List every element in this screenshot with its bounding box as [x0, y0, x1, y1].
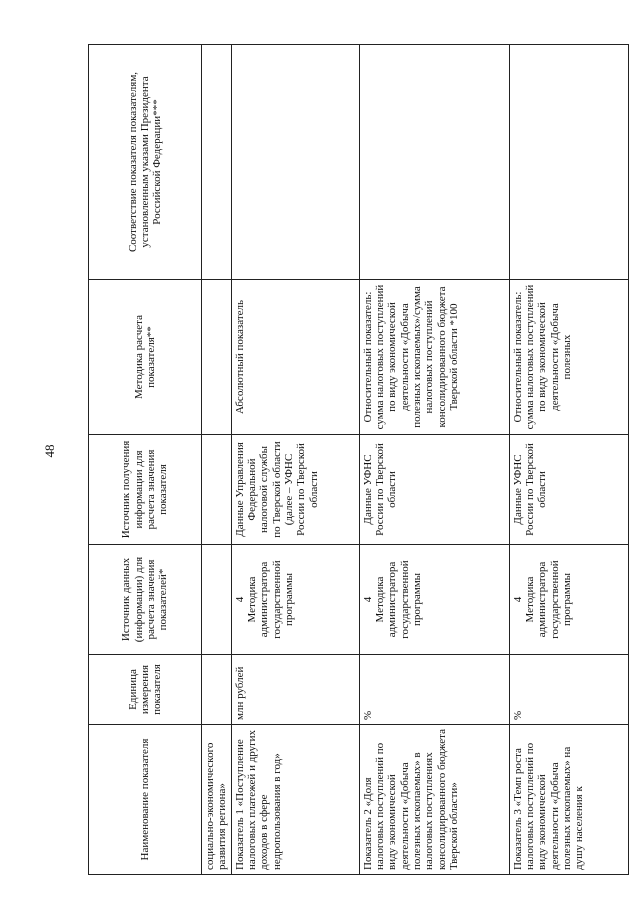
header-data-source: Источник данных (информации) для расчета значения показателей*: [89, 545, 202, 655]
cell-name: Показатель 2 «Доля налоговых поступлений по виду экономической деятельности «Добыча полезных ископаемых» в налоговых поступлениях консолидированного бюджета Тверской области»: [359, 725, 509, 875]
cell-method: Абсолютный показатель: [231, 280, 359, 435]
cell-method: Относительный показатель: сумма налоговых поступлений по виду экономической деятельности «Добыча полезных ископаемых»/сумма налоговых поступлений консолидированного бюджета Тверской области *100: [359, 280, 509, 435]
cell-method: [509, 280, 628, 435]
cell-compliance: [509, 45, 628, 280]
data-source-text: Методика администратора государственной программы: [523, 560, 573, 639]
cell-data-source: [509, 545, 628, 655]
cell-name: Показатель 1 «Поступление налоговых платежей и других доходов в сфере недропользования в год»: [231, 725, 359, 875]
header-compliance: Соответствие показателя показателям, установленным указами Президента Российской Федерации***: [89, 45, 202, 280]
table-header-row: [89, 45, 202, 875]
cell-name: социально-экономического развития региона»: [202, 725, 232, 875]
cell-name-text: Показатель 3 «Темп роста налоговых поступлений по виду экономической деятельности «Добыча полезных ископаемых» на душу населения к: [511, 742, 586, 870]
cell-data-source: [231, 545, 359, 655]
header-unit: Единица измерения показателя: [89, 655, 202, 725]
cell-data-source: [359, 545, 509, 655]
cell-method: [202, 280, 232, 435]
data-source-box: [512, 549, 626, 650]
table-row: [509, 45, 628, 875]
cell-method-text: Относительный показатель: сумма налоговых поступлений по виду экономической деятельности «Добыча полезных: [511, 284, 573, 430]
header-info-source: Источник получения информации для расчета значения показателя: [89, 435, 202, 545]
data-source-text: Методика администратора государственной программы: [373, 560, 423, 639]
cell-unit: %: [509, 655, 628, 725]
cell-compliance: [359, 45, 509, 280]
cell-data-source: [202, 545, 232, 655]
indicators-table: [88, 44, 629, 875]
cell-info-source: Данные УФНС России по Тверской области: [509, 435, 628, 545]
cell-unit: %: [359, 655, 509, 725]
table-row: [359, 45, 509, 875]
rotated-table-container: [88, 45, 615, 875]
cell-unit: [202, 655, 232, 725]
header-method: Методика расчета показателя**: [89, 280, 202, 435]
data-source-text: Методика администратора государственной программы: [245, 560, 295, 639]
cell-info-source: Данные Управления Федеральной налоговой службы по Тверской области (далее – УФНС России по Тверской области: [231, 435, 359, 545]
cell-info-source: Данные УФНС России по Тверской области: [359, 435, 509, 545]
table-row: [231, 45, 359, 875]
cell-compliance: [202, 45, 232, 280]
cell-unit: млн рублей: [231, 655, 359, 725]
header-indicator-name: Наименование показателя: [89, 725, 202, 875]
page-number: 48: [42, 444, 57, 458]
cell-compliance: [231, 45, 359, 280]
cell-info-source: [202, 435, 232, 545]
data-source-number: 4: [233, 596, 246, 603]
data-source-number: 4: [361, 596, 374, 603]
cell-name: [509, 725, 628, 875]
data-source-number: 4: [511, 596, 524, 603]
table-row: [202, 45, 232, 875]
